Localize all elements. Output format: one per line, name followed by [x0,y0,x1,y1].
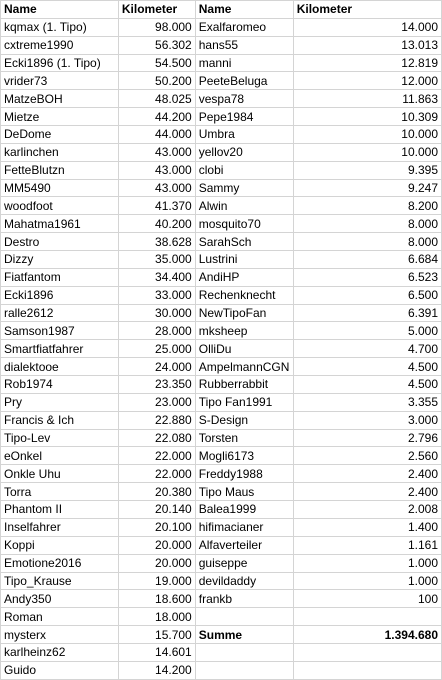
sum-label[interactable]: Summe [195,626,293,644]
right-km-cell[interactable]: 6.500 [293,286,441,304]
right-name-cell[interactable]: devildaddy [195,572,293,590]
right-km-cell[interactable]: 10.309 [293,108,441,126]
right-km-cell[interactable]: 10.000 [293,126,441,144]
left-km-cell[interactable]: 43.000 [118,143,195,161]
right-km-cell[interactable]: 2.560 [293,447,441,465]
left-km-cell[interactable]: 23.000 [118,393,195,411]
left-km-cell[interactable]: 28.000 [118,322,195,340]
right-name-cell[interactable]: mksheep [195,322,293,340]
table-row [1,572,442,590]
left-km-cell[interactable]: 54.500 [118,54,195,72]
table-row [1,447,442,465]
table-row [1,643,442,661]
right-km-cell[interactable]: 2.008 [293,501,441,519]
right-name-cell[interactable]: Alwin [195,197,293,215]
sum-value[interactable]: 1.394.680 [293,626,441,644]
left-name-cell[interactable]: eOnkel [1,447,119,465]
right-name-header[interactable]: Name [195,1,293,19]
left-name-cell[interactable]: ralle2612 [1,304,119,322]
left-km-cell[interactable]: 23.350 [118,376,195,394]
table-row [1,429,442,447]
right-name-cell[interactable]: S-Design [195,411,293,429]
right-name-cell[interactable]: Lustrini [195,251,293,269]
table-row [1,161,442,179]
spreadsheet-body [1,1,442,680]
right-name-cell[interactable]: Tipo Maus [195,483,293,501]
left-km-cell[interactable]: 40.200 [118,215,195,233]
right-km-cell[interactable]: 4.500 [293,358,441,376]
left-name-cell[interactable]: MM5490 [1,179,119,197]
left-name-cell[interactable]: Ecki1896 (1. Tipo) [1,54,119,72]
right-name-cell[interactable]: hans55 [195,36,293,54]
table-row [1,72,442,90]
table-row [1,251,442,269]
left-name-cell[interactable]: Dizzy [1,251,119,269]
left-name-cell[interactable]: karlheinz62 [1,643,119,661]
table-row [1,501,442,519]
right-name-cell[interactable]: mosquito70 [195,215,293,233]
left-km-header[interactable]: Kilometer [118,1,195,19]
right-km-header[interactable]: Kilometer [293,1,441,19]
right-km-cell[interactable]: 6.391 [293,304,441,322]
left-name-cell[interactable]: Koppi [1,536,119,554]
right-km-cell[interactable] [293,643,441,661]
left-km-cell[interactable]: 30.000 [118,304,195,322]
left-km-cell[interactable]: 19.000 [118,572,195,590]
right-name-cell[interactable]: Rechenknecht [195,286,293,304]
right-km-cell[interactable]: 11.863 [293,90,441,108]
left-km-cell[interactable]: 41.370 [118,197,195,215]
table-row [1,393,442,411]
left-name-cell[interactable]: kqmax (1. Tipo) [1,18,119,36]
left-name-cell[interactable]: Mahatma1961 [1,215,119,233]
table-row [1,54,442,72]
right-km-cell[interactable]: 12.000 [293,72,441,90]
left-name-cell[interactable]: MatzeBOH [1,90,119,108]
table-row [1,483,442,501]
right-km-cell[interactable]: 14.000 [293,18,441,36]
table-row [1,340,442,358]
left-name-cell[interactable]: Samson1987 [1,322,119,340]
left-km-cell[interactable]: 18.000 [118,608,195,626]
left-name-cell[interactable]: Andy350 [1,590,119,608]
left-km-cell[interactable]: 35.000 [118,251,195,269]
left-km-cell[interactable]: 20.100 [118,518,195,536]
left-km-cell[interactable]: 44.200 [118,108,195,126]
left-name-cell[interactable]: cxtreme1990 [1,36,119,54]
table-row [1,376,442,394]
table-row [1,554,442,572]
left-name-cell[interactable]: Emotione2016 [1,554,119,572]
right-name-cell[interactable]: yellov20 [195,143,293,161]
right-km-cell[interactable]: 10.000 [293,143,441,161]
left-name-cell[interactable]: Smartfiatfahrer [1,340,119,358]
left-km-cell[interactable]: 24.000 [118,358,195,376]
table-row [1,90,442,108]
left-km-cell[interactable]: 22.000 [118,447,195,465]
left-km-cell[interactable]: 20.380 [118,483,195,501]
right-km-cell[interactable]: 2.400 [293,483,441,501]
table-row [1,143,442,161]
right-name-cell[interactable]: AndiHP [195,268,293,286]
table-row [1,518,442,536]
left-km-cell[interactable]: 20.000 [118,554,195,572]
table-row [1,179,442,197]
right-km-cell[interactable]: 8.000 [293,233,441,251]
right-name-cell[interactable]: manni [195,54,293,72]
table-row [1,18,442,36]
right-km-cell[interactable]: 3.355 [293,393,441,411]
left-km-cell[interactable]: 14.601 [118,643,195,661]
left-name-cell[interactable]: vrider73 [1,72,119,90]
left-km-cell[interactable]: 14.200 [118,661,195,679]
right-name-cell[interactable]: Rubberrabbit [195,376,293,394]
right-km-cell[interactable]: 8.000 [293,215,441,233]
table-row [1,411,442,429]
table-row [1,286,442,304]
right-name-cell[interactable]: Alfaverteiler [195,536,293,554]
left-km-cell[interactable]: 20.140 [118,501,195,519]
left-name-cell[interactable]: Mietze [1,108,119,126]
table-row [1,358,442,376]
table-row [1,197,442,215]
right-name-cell[interactable]: guiseppe [195,554,293,572]
left-km-cell[interactable]: 44.000 [118,126,195,144]
table-row [1,126,442,144]
right-km-cell[interactable]: 6.684 [293,251,441,269]
right-km-cell[interactable]: 5.000 [293,322,441,340]
right-name-cell[interactable]: Sammy [195,179,293,197]
left-name-header[interactable]: Name [1,1,119,19]
left-name-cell[interactable]: Rob1974 [1,376,119,394]
table-row [1,215,442,233]
left-km-cell[interactable]: 34.400 [118,268,195,286]
left-name-cell[interactable]: Francis & Ich [1,411,119,429]
left-km-cell[interactable]: 38.628 [118,233,195,251]
left-km-cell[interactable]: 48.025 [118,90,195,108]
right-km-cell[interactable] [293,661,441,679]
table-row [1,36,442,54]
right-name-cell[interactable] [195,608,293,626]
left-km-cell[interactable]: 22.080 [118,429,195,447]
left-km-cell[interactable]: 15.700 [118,626,195,644]
right-km-cell[interactable]: 3.000 [293,411,441,429]
table-row [1,608,442,626]
left-name-cell[interactable]: dialektooe [1,358,119,376]
right-km-cell[interactable]: 1.400 [293,518,441,536]
table-row [1,304,442,322]
left-km-cell[interactable]: 56.302 [118,36,195,54]
right-name-cell[interactable]: Freddy1988 [195,465,293,483]
right-km-cell[interactable]: 2.400 [293,465,441,483]
left-name-cell[interactable]: Onkle Uhu [1,465,119,483]
right-km-cell[interactable]: 6.523 [293,268,441,286]
right-name-cell[interactable]: AmpelmannCGN [195,358,293,376]
right-name-cell[interactable]: SarahSch [195,233,293,251]
left-km-cell[interactable]: 18.600 [118,590,195,608]
right-km-cell[interactable]: 9.247 [293,179,441,197]
right-name-cell[interactable] [195,661,293,679]
right-name-cell[interactable]: Pepe1984 [195,108,293,126]
header-row [1,1,442,19]
right-km-cell[interactable] [293,608,441,626]
left-name-cell[interactable]: Ecki1896 [1,286,119,304]
left-km-cell[interactable]: 43.000 [118,161,195,179]
left-name-cell[interactable]: DeDome [1,126,119,144]
right-km-cell[interactable]: 12.819 [293,54,441,72]
right-km-cell[interactable]: 9.395 [293,161,441,179]
right-km-cell[interactable]: 4.500 [293,376,441,394]
left-name-cell[interactable]: Torra [1,483,119,501]
left-km-cell[interactable]: 50.200 [118,72,195,90]
left-name-cell[interactable]: mysterx [1,626,119,644]
table-row [1,661,442,679]
right-km-cell[interactable]: 13.013 [293,36,441,54]
left-name-cell[interactable]: Tipo_Krause [1,572,119,590]
right-name-cell[interactable]: Balea1999 [195,501,293,519]
right-km-cell[interactable]: 1.000 [293,554,441,572]
right-km-cell[interactable]: 1.000 [293,572,441,590]
right-km-cell[interactable]: 100 [293,590,441,608]
right-km-cell[interactable]: 4.700 [293,340,441,358]
left-km-cell[interactable]: 98.000 [118,18,195,36]
left-name-cell[interactable]: Pry [1,393,119,411]
left-name-cell[interactable]: Phantom II [1,501,119,519]
left-name-cell[interactable]: woodfoot [1,197,119,215]
left-name-cell[interactable]: Tipo-Lev [1,429,119,447]
right-name-cell[interactable]: NewTipoFan [195,304,293,322]
right-km-cell[interactable]: 8.200 [293,197,441,215]
right-name-cell[interactable]: clobi [195,161,293,179]
right-name-cell[interactable]: Exalfaromeo [195,18,293,36]
table-row [1,465,442,483]
left-km-cell[interactable]: 25.000 [118,340,195,358]
right-name-cell[interactable]: PeeteBeluga [195,72,293,90]
left-km-cell[interactable]: 33.000 [118,286,195,304]
right-name-cell[interactable]: frankb [195,590,293,608]
right-km-cell[interactable]: 1.161 [293,536,441,554]
left-name-cell[interactable]: FetteBlutzn [1,161,119,179]
left-name-cell[interactable]: Guido [1,661,119,679]
right-name-cell[interactable]: OlliDu [195,340,293,358]
right-name-cell[interactable]: hifimacianer [195,518,293,536]
table-row [1,233,442,251]
table-row [1,536,442,554]
right-name-cell[interactable]: vespa78 [195,90,293,108]
table-row [1,626,442,644]
right-km-cell[interactable]: 2.796 [293,429,441,447]
table-row [1,108,442,126]
left-km-cell[interactable]: 22.880 [118,411,195,429]
table-row [1,322,442,340]
left-name-cell[interactable]: Destro [1,233,119,251]
right-name-cell[interactable]: Mogli6173 [195,447,293,465]
left-name-cell[interactable]: Roman [1,608,119,626]
table-row [1,268,442,286]
left-name-cell[interactable]: Inselfahrer [1,518,119,536]
left-km-cell[interactable]: 20.000 [118,536,195,554]
table-row [1,590,442,608]
left-km-cell[interactable]: 22.000 [118,465,195,483]
right-name-cell[interactable]: Tipo Fan1991 [195,393,293,411]
right-name-cell[interactable]: Umbra [195,126,293,144]
left-name-cell[interactable]: Fiatfantom [1,268,119,286]
right-name-cell[interactable]: Torsten [195,429,293,447]
right-name-cell[interactable] [195,643,293,661]
left-km-cell[interactable]: 43.000 [118,179,195,197]
left-name-cell[interactable]: karlinchen [1,143,119,161]
